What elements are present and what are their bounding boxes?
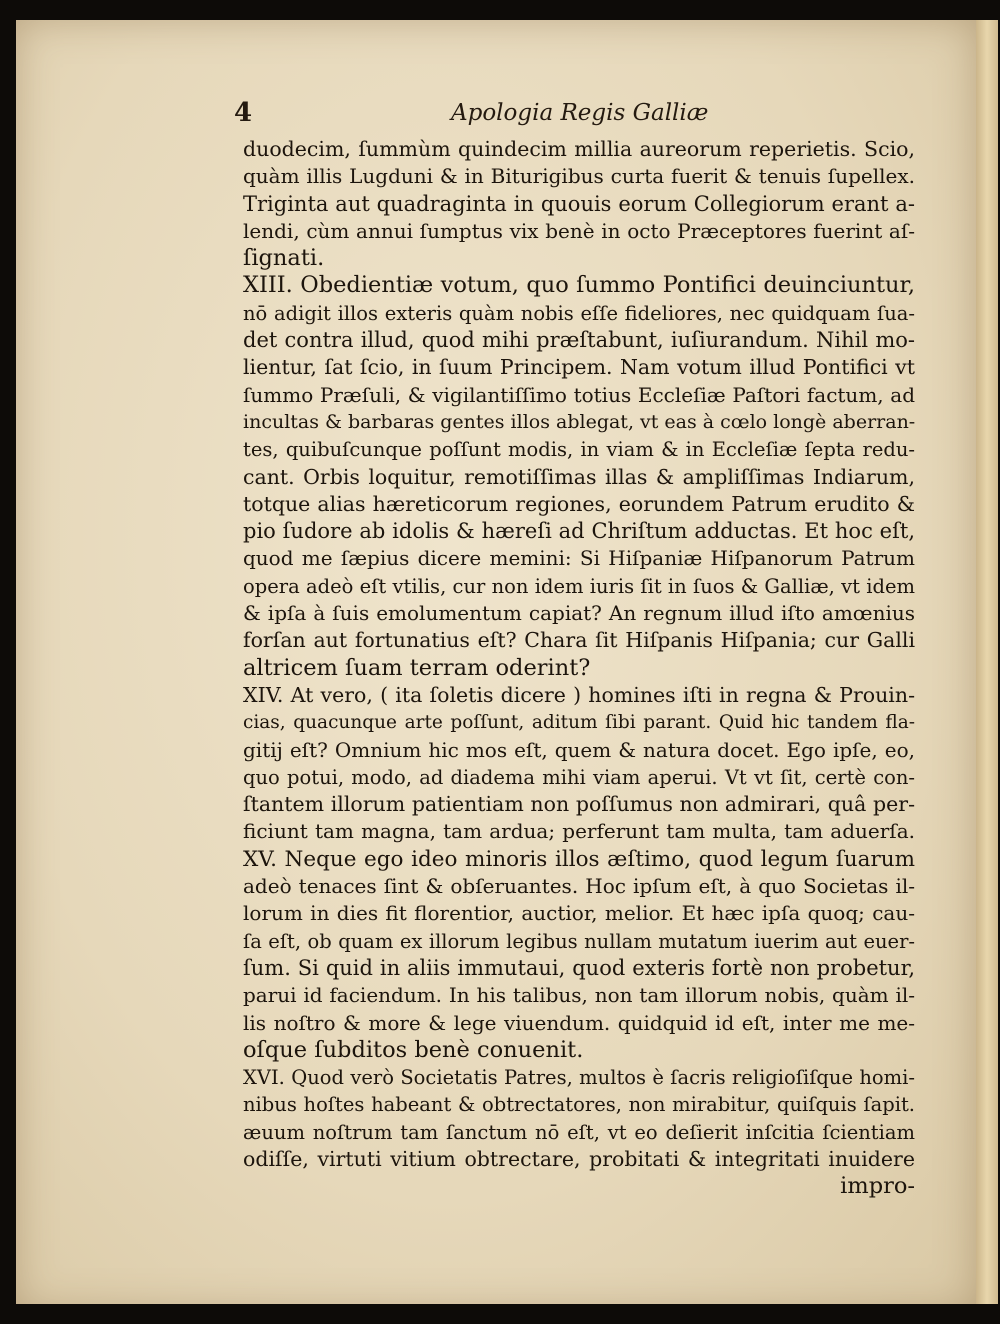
text-line: ſummo Præſuli, & vigilantiſſimo totius Eccleſiæ Paſtori factum, ad (243, 382, 915, 407)
text-line: ficiunt tam magna, tam ardua; perferunt tam multa, tam aduerſa. (243, 819, 915, 844)
text-line: quàm illis Lugduni & in Biturigibus curta fuerit & tenuis ſupellex. (243, 164, 915, 189)
text-line: parui id faciendum. In his talibus, non tam illorum nobis, quàm il- (243, 983, 915, 1008)
running-title: Apologia Regis Galliæ (451, 100, 709, 126)
text-line: quo potui, modo, ad diadema mihi viam aperui. Vt vt ſit, certè con- (243, 765, 915, 789)
text-line: ſtantem illorum patientiam non poſſumus non admirari, quâ per- (243, 792, 915, 817)
text-line: nō adigit illos exteris quàm nobis eſſe fideliores, nec quidquam ſua- (243, 301, 915, 325)
section-start-xiii: XIII. Obedientiæ votum, quo ſummo Pontifici deuinciuntur, (243, 272, 915, 299)
section-start-xv: XV. Neque ego ideo minoris illos æſtimo, quod legum ſuarum (243, 846, 915, 872)
text-line: incultas & barbaras gentes illos ablegat, vt eas à cœlo longè aberran- (243, 410, 915, 433)
text-line: gitij eſt? Omnium hic mos eſt, quem & natura docet. Ego ipſe, eo, (243, 737, 915, 762)
text-line: nibus hoſtes habeant & obtrectatores, non mirabitur, quiſquis ſapit. (243, 1093, 915, 1117)
text-line: Triginta aut quadraginta in quouis eorum Collegiorum erant a- (243, 191, 915, 216)
text-line: det contra illud, quod mihi præſtabunt, iuſiurandum. Nihil mo- (243, 328, 915, 353)
text-line: opera adeò eſt vtilis, cur non idem iuris ſit in ſuos & Galliæ, vt idem (243, 574, 915, 598)
scan-border (16, 1304, 998, 1324)
text-line: cant. Orbis loquitur, remotiſſimas illas & ampliſſimas Indiarum, (243, 464, 915, 489)
body-text (243, 136, 915, 1201)
text-line: pio ſudore ab idolis & hæreſi ad Chriſtum adductas. Et hoc eſt, (243, 519, 915, 544)
text-line: totque alias hæreticorum regiones, eorundem Patrum erudito & (243, 491, 915, 516)
text-line: æuum noſtrum tam ſanctum nō eſt, vt eo deſierit inſcitia ſcientiam (243, 1120, 915, 1144)
page-header (16, 98, 976, 138)
text-line: adeò tenaces ſint & obſeruantes. Hoc ipſum eſt, à quo Societas il- (243, 874, 915, 899)
text-line: lorum in dies fit florentior, auctior, melior. Et hæc ipſa quoq; cau- (243, 901, 915, 926)
text-line: ſignati. (243, 245, 325, 272)
catchword: impro- (840, 1173, 915, 1200)
text-line: oſque ſubditos benè conuenit. (243, 1036, 584, 1063)
text-line: ſum. Si quid in aliis immutaui, quod exteris fortè non probetur, (243, 955, 915, 980)
page-edge (976, 20, 998, 1320)
text-line: altricem ſuam terram oderint? (243, 654, 591, 681)
text-line: & ipſa à ſuis emolumentum capiat? An regnum illud iſto amœnius (243, 601, 915, 626)
text-line: lientur, ſat ſcio, in ſuum Principem. Nam votum illud Pontifici vt (243, 355, 915, 380)
book-page (16, 20, 976, 1312)
text-line: forſan aut fortunatius eſt? Chara ſit Hiſpanis Hiſpania; cur Galli (243, 628, 915, 653)
section-start-xiv: XIV. At vero, ( ita ſoletis dicere ) homines iſti in regna & Prouin- (243, 682, 915, 707)
text-line: cias, quacunque arte poſſunt, aditum ſibi parant. Quid hic tandem fla- (243, 712, 915, 734)
text-line: ſa eſt, ob quam ex illorum legibus nullam mutatum iuerim aut euer- (243, 929, 915, 953)
text-line: quod me ſæpius dicere memini: Si Hiſpaniæ Hiſpanorum Patrum (243, 546, 915, 571)
text-line: odiſſe, virtuti vitium obtrectare, probitati & integritati inuidere (243, 1146, 915, 1171)
text-line: duodecim, ſummùm quindecim millia aureorum reperietis. Scio, (243, 137, 915, 161)
text-line: tes, quibuſcunque poſſunt modis, in viam & in Eccleſiæ ſepta redu- (243, 438, 915, 462)
text-line: lendi, cùm annui ſumptus vix benè in octo Præceptores fuerint aſ- (243, 218, 915, 243)
section-start-xvi: XVI. Quod verò Societatis Patres, multos è ſacris religioſiſque homi- (243, 1066, 915, 1090)
text-line: lis noſtro & more & lege viuendum. quidquid id eſt, inter me me- (243, 1010, 915, 1035)
page-number: 4 (234, 98, 253, 128)
